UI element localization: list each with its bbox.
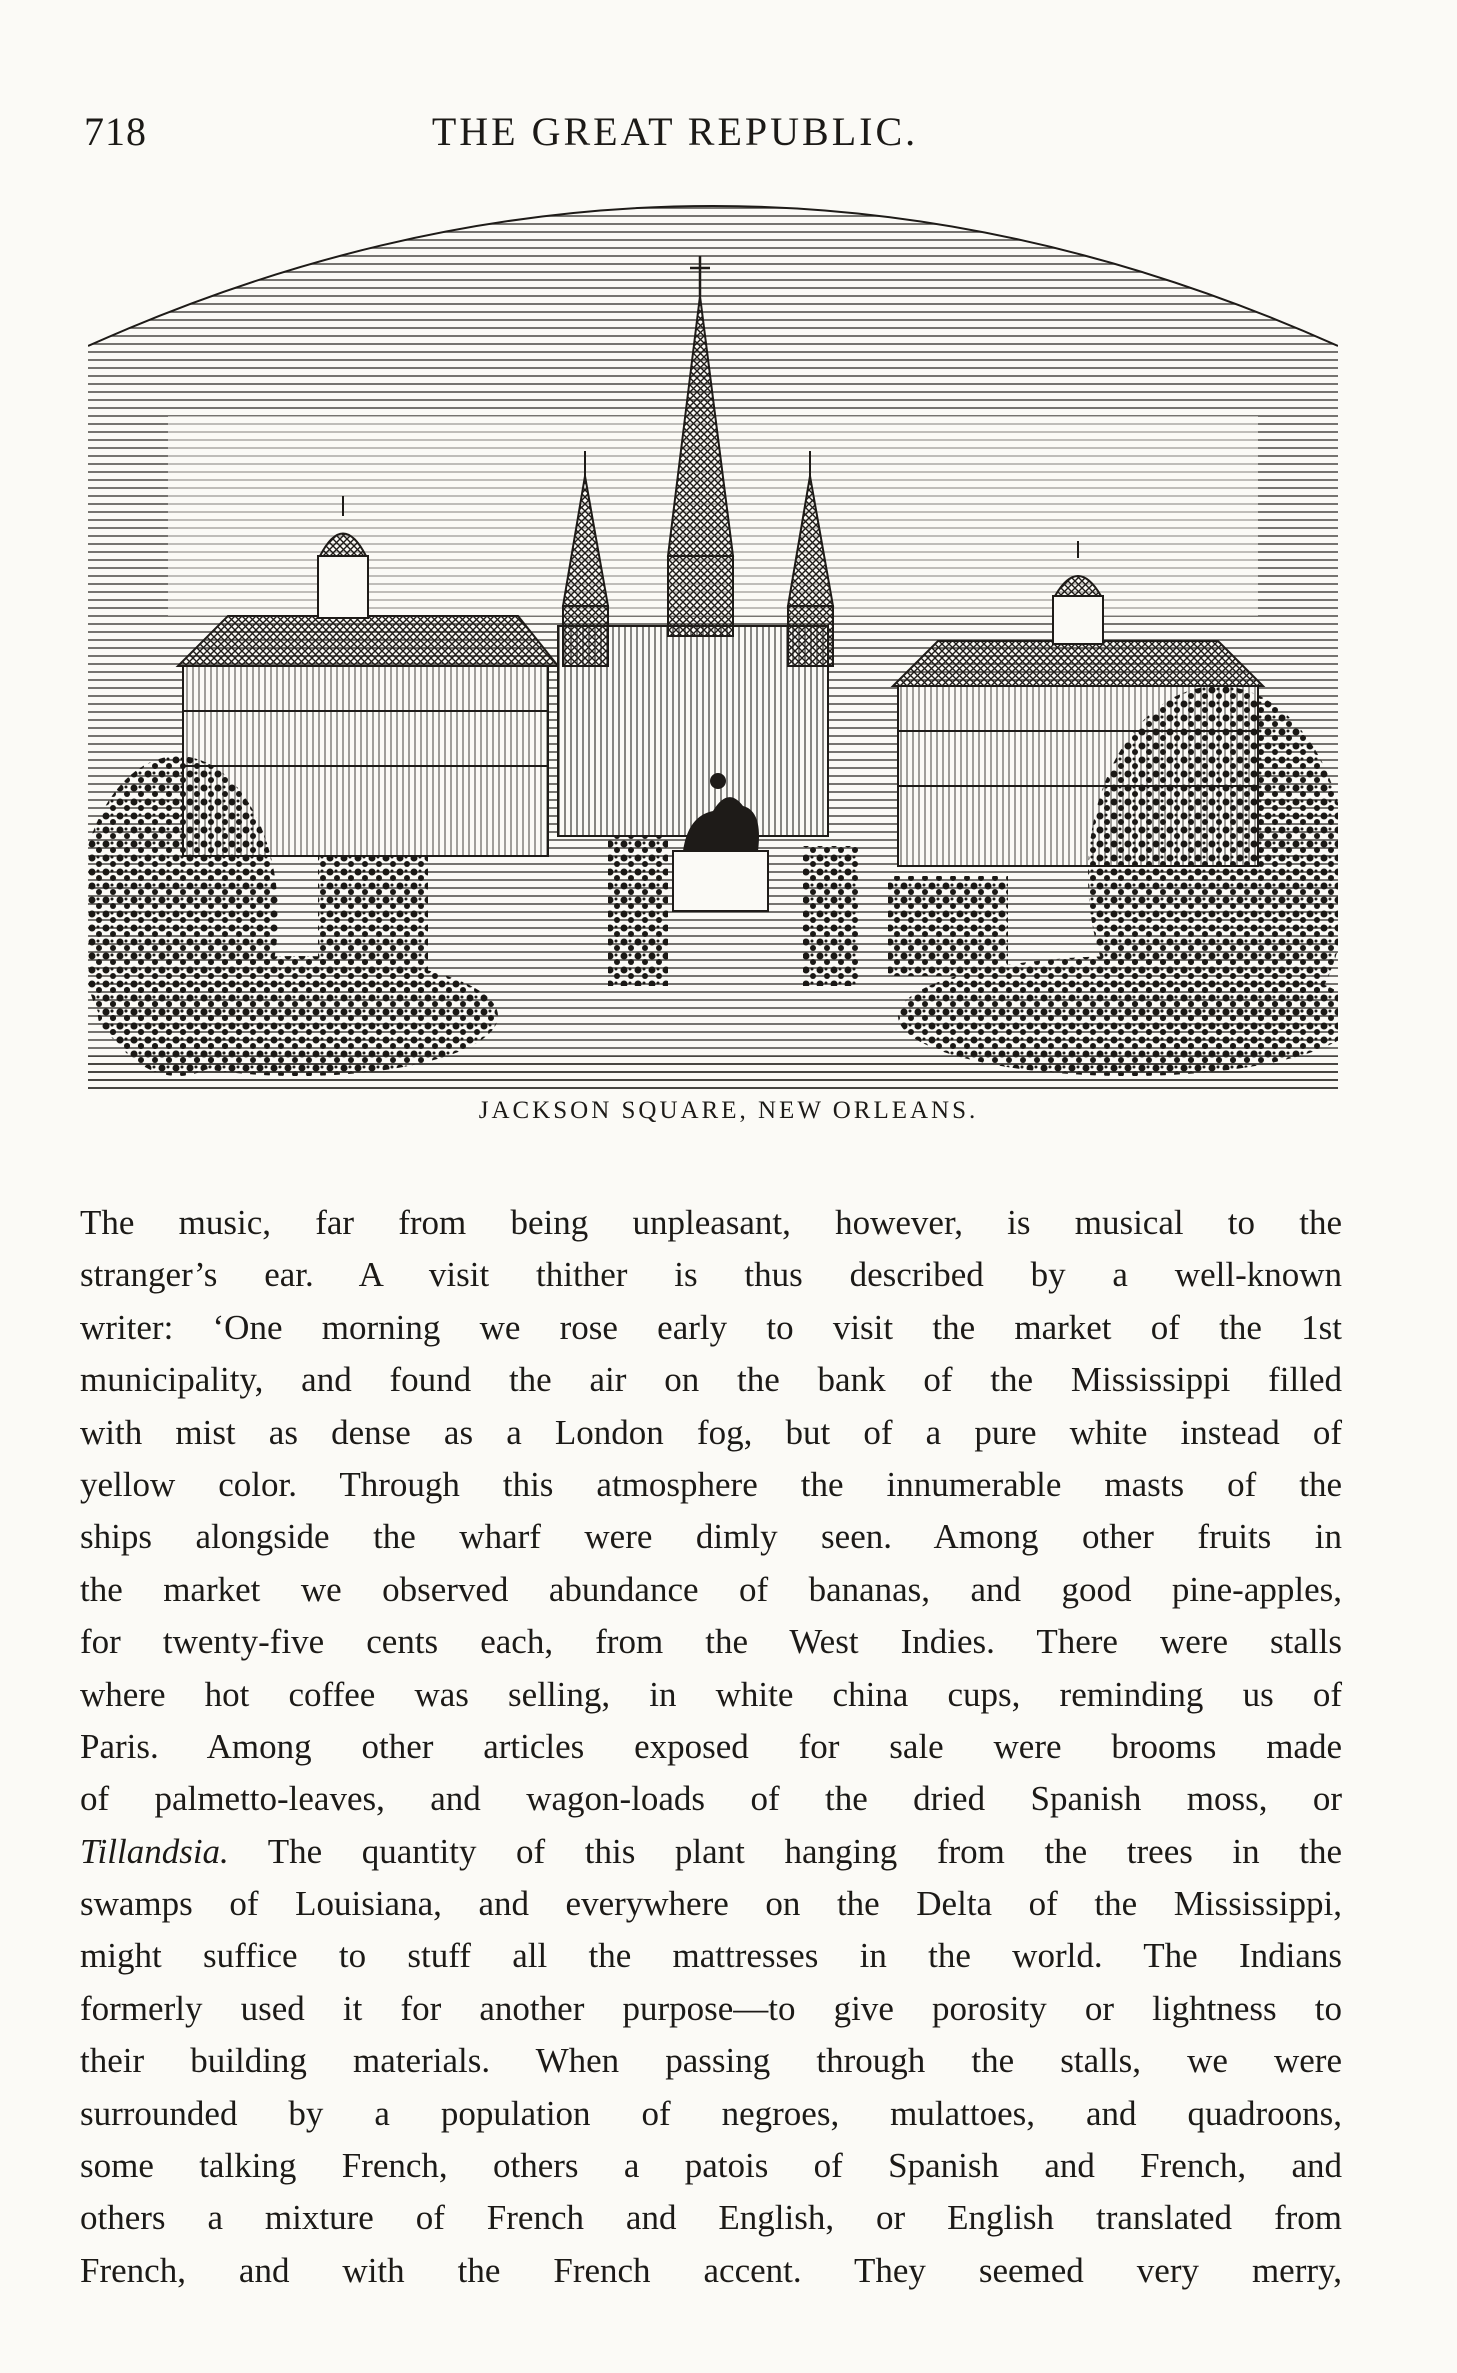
text-line: formerly used it for another purpose—to give porosity or lightness to: [80, 1988, 1342, 2028]
text-line: others a mixture of French and English, or English translated from: [80, 2198, 1342, 2238]
text-line: stranger’s ear. A visit thither is thus described by a well-known: [80, 1255, 1342, 1295]
text-line: where hot coffee was selling, in white china cups, reminding us of: [80, 1674, 1342, 1714]
text-line: swamps of Louisiana, and everywhere on the Delta of the Mississippi,: [80, 1884, 1342, 1924]
text-line: ships alongside the wharf were dimly seen. Among other fruits in: [80, 1517, 1342, 1557]
running-head: THE GREAT REPUBLIC.: [431, 109, 919, 154]
text-line: writer: ‘One morning we rose early to visit the market of the 1st: [80, 1307, 1342, 1347]
italic-term: Tillandsia.: [80, 1831, 229, 1871]
text-line: yellow color. Through this atmosphere the innumerable masts of the: [80, 1464, 1342, 1504]
text-line: might suffice to stuff all the mattresses in the world. The Indians: [80, 1936, 1342, 1976]
jackson-square-engraving: [88, 196, 1338, 1091]
text-line: municipality, and found the air on the bank of the Mississippi filled: [80, 1360, 1342, 1400]
text-line: French, and with the French accent. They seemed very merry,: [80, 2250, 1342, 2290]
figure-caption: JACKSON SQUARE, NEW ORLEANS.: [478, 1097, 979, 1124]
text-line: Paris. Among other articles exposed for sale were brooms made: [80, 1726, 1342, 1766]
text-line: with mist as dense as a London fog, but of a pure white instead of: [80, 1412, 1342, 1452]
body-text: [80, 1197, 1342, 2297]
page-header: [84, 108, 996, 158]
text-line: some talking French, others a patois of Spanish and French, and: [80, 2146, 1342, 2186]
text-line: the market we observed abundance of bananas, and good pine-apples,: [80, 1569, 1342, 1609]
text-line: for twenty-five cents each, from the West Indies. There were stalls: [80, 1622, 1342, 1662]
text-line: their building materials. When passing through the stalls, we were: [80, 2041, 1342, 2081]
text-line: The music, far from being unpleasant, however, is musical to the: [80, 1203, 1342, 1242]
text-line: of palmetto-leaves, and wagon-loads of the dried Spanish moss, or: [80, 1779, 1342, 1819]
page-number: 718: [84, 109, 147, 154]
text-line: [80, 1826, 1342, 1878]
text-line: surrounded by a population of negroes, mulattoes, and quadroons,: [80, 2093, 1342, 2133]
text-fragment: The quantity of this plant hanging from the trees in the: [228, 1831, 1342, 1871]
